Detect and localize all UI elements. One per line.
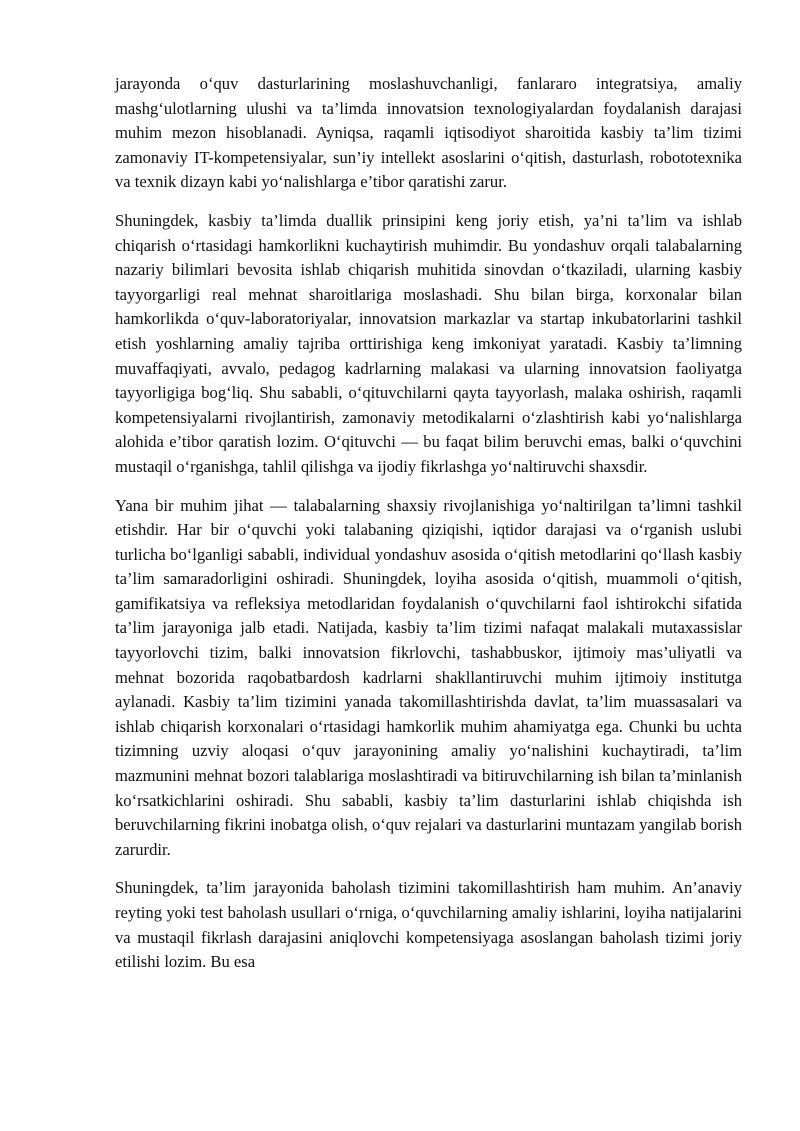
paragraph-2: Shuningdek, kasbiy ta’limda duallik prinsipini keng joriy etish, ya’ni ta’lim va ishlab chiqarish o‘rtasidagi hamkorlikni kuchaytirish muhimdir. Bu yondashuv orqali talabalarning nazariy bilimlari bevosita ishlab chiqarish muhitida sinovdan o‘tkaziladi, ularning kasbiy tayyorgarligi real mehnat sharoitlariga moslashadi. Shu bilan birga, korxonalar bilan hamkorlikda o‘quv-laboratoriyalar, innovatsion markazlar va startap inkubatorlarini tashkil etish yoshlarning amaliy tajriba orttirishiga keng imkoniyat yaratadi. Kasbiy ta’limning muvaffaqiyati, avvalo, pedagog kadrlarning malakasi va ularning innovatsion faoliyatga tayyorligiga bog‘liq. Shu sababli, o‘qituvchilarni qayta tayyorlash, malaka oshirish, raqamli kompetensiyalarni rivojlantirish, zamonaviy metodikalarni o‘zlashtirish kabi yo‘nalishlarga alohida e’tibor qaratish lozim. O‘qituvchi — bu faqat bilim beruvchi emas, balki o‘quvchini mustaqil o‘rganishga, tahlil qilishga va ijodiy fikrlashga yo‘naltiruvchi shaxsdir. xyxy=(115,210,742,476)
paragraph-4: Shuningdek, ta’lim jarayonida baholash tizimini takomillashtirish ham muhim. An’anaviy reyting yoki test baholash usullari o‘rniga, o‘quvchilarning amaliy ishlarini, loyiha natijalarini va mustaqil fikrlash darajasini aniqlovchi kompetensiyaga asoslangan baholash tizimi joriy etilishi lozim. Bu esa xyxy=(115,878,742,972)
paragraph-1: jarayonda o‘quv dasturlarining moslashuvchanligi, fanlararo integratsiya, amaliy mashg‘ulotlarning ulushi va ta’limda innovatsion texnologiyalardan foydalanish darajasi muhim mezon hisoblanadi. Ayniqsa, raqamli iqtisodiyot sharoitida kasbiy ta’lim tizimi zamonaviy IT-kompetensiyalar, sun’iy intellekt asoslarini o‘qitish, dasturlash, robototexnika va texnik dizayn kabi yo‘nalishlarga e’tibor qaratishi zarur. xyxy=(115,74,742,192)
document-body xyxy=(115,72,742,989)
paragraph-3: Yana bir muhim jihat — talabalarning shaxsiy rivojlanishiga yo‘naltirilgan ta’limni tashkil etishdir. Har bir o‘quvchi yoki talabaning qiziqishi, iqtidor darajasi va o‘rganish uslubi turlicha bo‘lganligi sababli, individual yondashuv asosida o‘qitish metodlarini qo‘llash kasbiy ta’lim samaradorligini oshiradi. Shuningdek, loyiha asosida o‘qitish, muammoli o‘qitish, gamifikatsiya va refleksiya metodlaridan foydalanish o‘quvchilarni faol ishtirokchi sifatida ta’lim jarayoniga jalb etadi. Natijada, kasbiy ta’lim tizimi nafaqat malakali mutaxassislar tayyorlovchi tizim, balki innovatsion fikrlovchi, tashabbuskor, ijtimoiy mas’uliyatli va mehnat bozorida raqobatbardosh kadrlarni shakllantiruvchi muhim ijtimoiy institutga aylanadi. Kasbiy ta’lim tizimini yanada takomillashtirishda davlat, ta’lim muassasalari va ishlab chiqarish korxonalari o‘rtasidagi hamkorlik muhim ahamiyatga ega. Chunki bu uchta tizimning uzviy aloqasi o‘quv jarayonining amaliy yo‘nalishini kuchaytiradi, ta’lim mazmunini mehnat bozori talablariga moslashtiradi va bitiruvchilarning ish bilan ta’minlanish ko‘rsatkichlarini oshiradi. Shu sababli, kasbiy ta’lim dasturlarini ishlab chiqishda ish beruvchilarning fikrini inobatga olish, o‘quv rejalari va dasturlarini muntazam yangilab borish zarurdir. xyxy=(115,495,742,859)
